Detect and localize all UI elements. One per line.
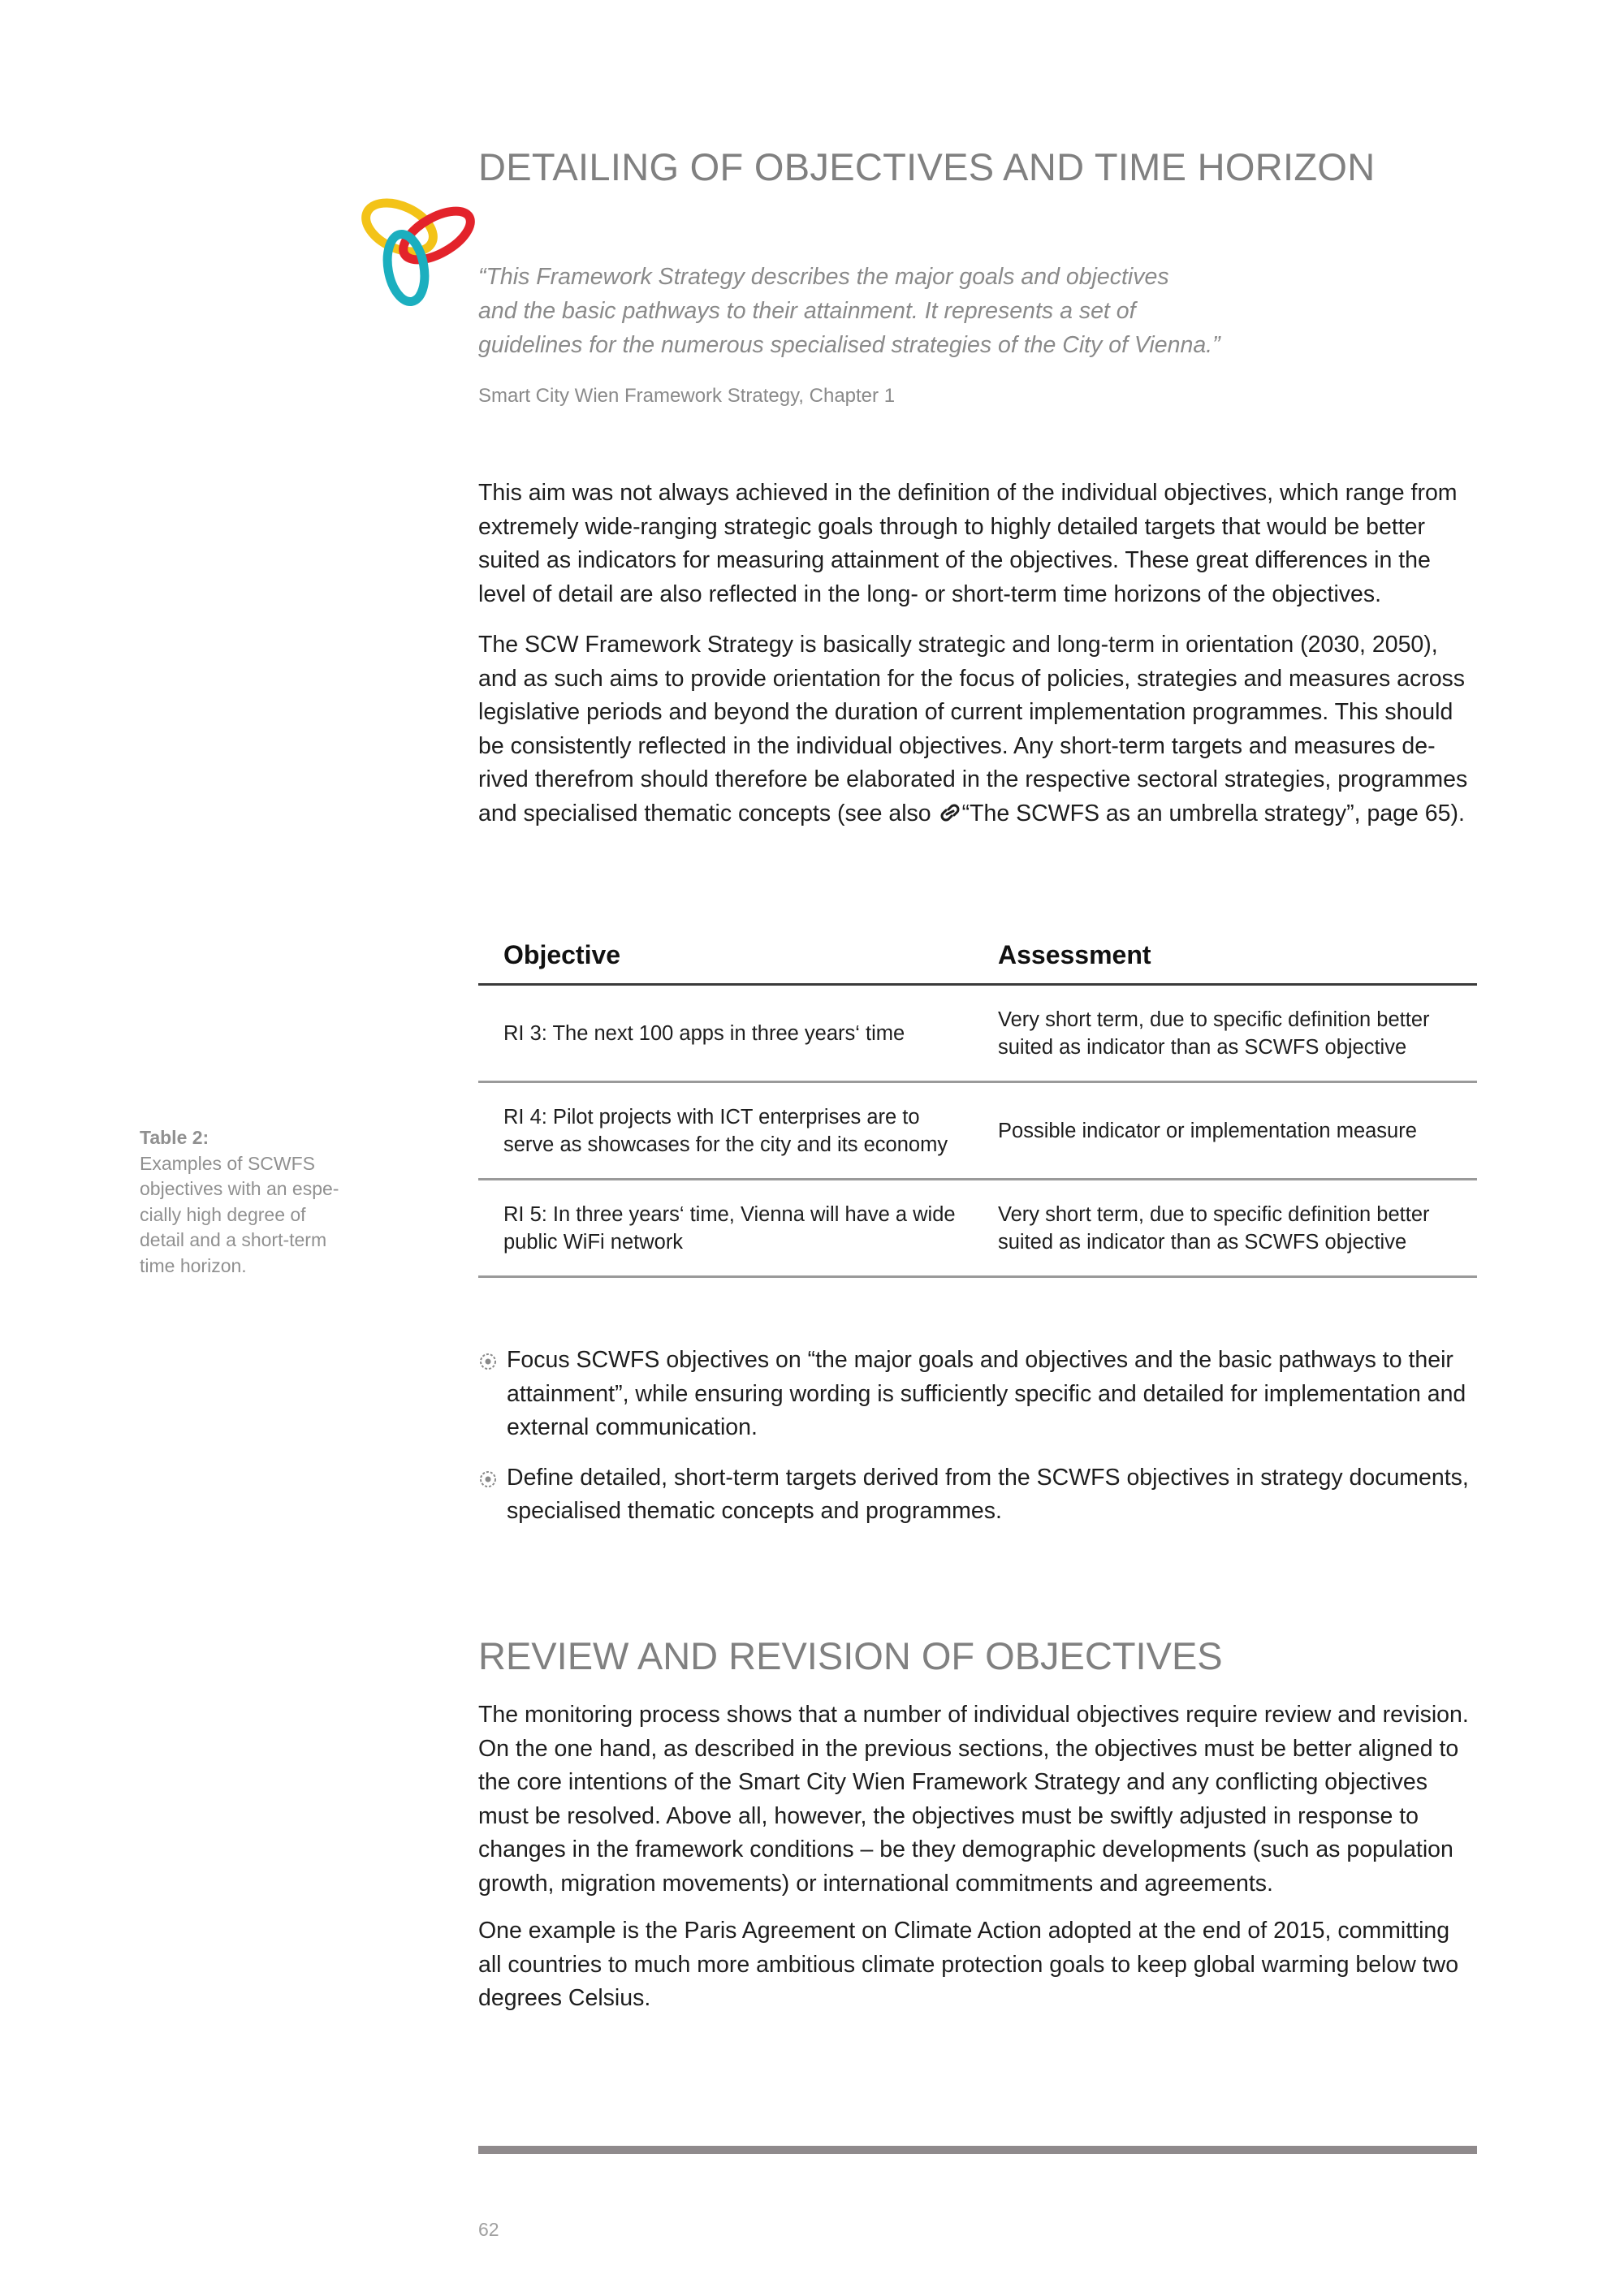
cell-line: serve as showcases for the city and its economy bbox=[503, 1133, 948, 1156]
link-chain-icon[interactable] bbox=[938, 802, 962, 823]
gear-bullet-icon bbox=[478, 1352, 498, 1371]
text-line: growth, migration movements) or international commitments and agreements. bbox=[478, 1870, 1273, 1897]
paragraph-framework bbox=[478, 628, 1481, 831]
cell-line: Very short term, due to specific definition better bbox=[998, 1202, 1430, 1226]
paragraph-aim bbox=[478, 477, 1481, 611]
caption-line: objectives with an espe- bbox=[140, 1178, 339, 1199]
cell-line: RI 5: In three years‘ time, Vienna will have a wide bbox=[503, 1202, 956, 1226]
text-line: be consistently reflected in the individual objectives. Any short-term targets and measures de- bbox=[478, 732, 1436, 759]
table-row bbox=[478, 1180, 1477, 1278]
smart-city-logo bbox=[357, 188, 487, 310]
table-header bbox=[478, 939, 1477, 986]
table-row bbox=[478, 986, 1477, 1083]
paragraph-paris-agreement bbox=[478, 1914, 1481, 2016]
text-segment: and specialised thematic concepts (see also bbox=[478, 800, 938, 826]
quote-line: “This Framework Strategy describes the major goals and objectives bbox=[478, 264, 1169, 290]
recommendation-line: Define detailed, short-term targets derived from the SCWFS objectives in strategy documents, bbox=[507, 1464, 1469, 1491]
recommendation-item bbox=[478, 1461, 1485, 1529]
caption-line: time horizon. bbox=[140, 1254, 247, 1276]
recommendation-list bbox=[478, 1344, 1485, 1545]
text-line: legislative periods and beyond the duration of current implementation programmes. This should bbox=[478, 699, 1453, 725]
objective-cell bbox=[503, 986, 983, 1081]
cell-line: suited as indicator than as SCWFS objective bbox=[998, 1035, 1407, 1059]
cell-line: suited as indicator than as SCWFS objective bbox=[998, 1230, 1407, 1254]
cell-line: Very short term, due to specific definition better bbox=[998, 1008, 1430, 1031]
text-line-with-link bbox=[478, 797, 1481, 831]
text-line: extremely wide-ranging strategic goals through to highly detailed targets that would be better bbox=[478, 513, 1426, 540]
text-line: and as such aims to provide orientation for the focus of policies, strategies and measures across bbox=[478, 665, 1466, 692]
column-header-assessment: Assessment bbox=[998, 940, 1151, 969]
caption-line: cially high degree of bbox=[140, 1203, 306, 1225]
section-heading-review: REVIEW AND REVISION OF OBJECTIVES bbox=[478, 1634, 1223, 1677]
quote-source: Smart City Wien Framework Strategy, Chapter 1 bbox=[478, 385, 896, 407]
cell-line: RI 4: Pilot projects with ICT enterprises are to bbox=[503, 1105, 920, 1129]
column-header-objective: Objective bbox=[503, 940, 621, 969]
recommendation-line: attainment”, while ensuring wording is sufficiently specific and detailed for implementation and bbox=[507, 1380, 1466, 1407]
cell-line: public WiFi network bbox=[503, 1230, 684, 1254]
assessment-cell bbox=[998, 986, 1477, 1081]
text-line: changes in the framework conditions – be they demographic developments (such as population bbox=[478, 1836, 1453, 1862]
text-line: The SCW Framework Strategy is basically strategic and long-term in orientation (2030, 2050), bbox=[478, 632, 1438, 658]
table-row bbox=[478, 1083, 1477, 1180]
quote-line: and the basic pathways to their attainment. It represents a set of bbox=[478, 298, 1136, 324]
text-line: On the one hand, as described in the previous sections, the objectives must be better aligned to bbox=[478, 1735, 1459, 1762]
footer-rule bbox=[478, 2146, 1477, 2154]
text-line: the core intentions of the Smart City Wien Framework Strategy and any conflicting objectives bbox=[478, 1769, 1428, 1795]
gear-bullet-icon bbox=[478, 1470, 498, 1489]
recommendation-item bbox=[478, 1344, 1485, 1445]
page-number: 62 bbox=[478, 2219, 499, 2240]
section-heading-detailing: DETAILING OF OBJECTIVES AND TIME HORIZON bbox=[478, 145, 1376, 188]
paragraph-monitoring bbox=[478, 1698, 1481, 1901]
caption-line: Examples of SCWFS bbox=[140, 1152, 315, 1174]
objective-cell bbox=[503, 1083, 983, 1178]
recommendation-line: specialised thematic concepts and programmes. bbox=[507, 1498, 1002, 1524]
cell-line: RI 3: The next 100 apps in three years‘ time bbox=[503, 1021, 905, 1045]
text-line: level of detail are also reflected in the long- or short-term time horizons of the objectives. bbox=[478, 580, 1382, 607]
table-caption-title: Table 2: bbox=[140, 1127, 209, 1148]
caption-line: detail and a short-term bbox=[140, 1229, 327, 1250]
quote-line: guidelines for the numerous specialised strategies of the City of Vienna.” bbox=[478, 332, 1220, 358]
umbrella-strategy-link[interactable]: “The SCWFS as an umbrella strategy”, page 65). bbox=[961, 800, 1465, 826]
text-line: suited as indicators for measuring attainment of the objectives. These great differences in the bbox=[478, 547, 1431, 573]
text-line: This aim was not always achieved in the definition of the individual objectives, which range from bbox=[478, 480, 1458, 506]
objective-cell bbox=[503, 1180, 983, 1275]
framework-quote bbox=[478, 260, 1290, 362]
table-caption bbox=[140, 1125, 359, 1279]
assessment-cell bbox=[998, 1180, 1477, 1275]
text-line: degrees Celsius. bbox=[478, 1985, 651, 2011]
objectives-table bbox=[478, 939, 1477, 1278]
recommendation-line: external communication. bbox=[507, 1414, 758, 1440]
text-line: all countries to much more ambitious climate protection goals to keep global warming below two bbox=[478, 1951, 1459, 1978]
text-line: must be resolved. Above all, however, the objectives must be swiftly adjusted in response to bbox=[478, 1802, 1419, 1829]
text-line: rived therefrom should therefore be elaborated in the respective sectoral strategies, programmes bbox=[478, 766, 1468, 792]
cell-line: Possible indicator or implementation measure bbox=[998, 1119, 1417, 1142]
assessment-cell bbox=[998, 1083, 1477, 1178]
text-line: The monitoring process shows that a number of individual objectives require review and revision. bbox=[478, 1702, 1469, 1728]
text-line: One example is the Paris Agreement on Climate Action adopted at the end of 2015, committing bbox=[478, 1918, 1450, 1944]
recommendation-line: Focus SCWFS objectives on “the major goals and objectives and the basic pathways to their bbox=[507, 1347, 1453, 1373]
